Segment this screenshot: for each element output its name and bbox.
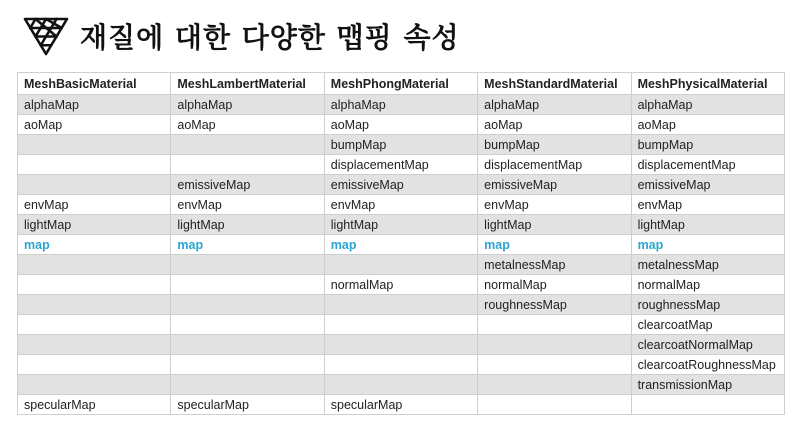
table-cell: roughnessMap xyxy=(478,295,631,315)
table-cell: emissiveMap xyxy=(631,175,784,195)
table-row xyxy=(18,155,785,175)
table-cell xyxy=(171,135,324,155)
table-cell xyxy=(18,355,171,375)
table-cell: lightMap xyxy=(18,215,171,235)
table-cell: envMap xyxy=(324,195,477,215)
table-cell xyxy=(171,375,324,395)
table-cell xyxy=(324,355,477,375)
table-cell xyxy=(18,375,171,395)
table-cell: lightMap xyxy=(171,215,324,235)
table-cell: metalnessMap xyxy=(478,255,631,275)
table-cell: lightMap xyxy=(478,215,631,235)
table-cell: clearcoatMap xyxy=(631,315,784,335)
column-header: MeshPhongMaterial xyxy=(324,73,477,95)
table-row xyxy=(18,355,785,375)
column-header: MeshLambertMaterial xyxy=(171,73,324,95)
table-cell xyxy=(171,155,324,175)
table-cell: specularMap xyxy=(171,395,324,415)
table-cell: aoMap xyxy=(478,115,631,135)
table-cell: emissiveMap xyxy=(324,175,477,195)
table-cell: alphaMap xyxy=(478,95,631,115)
table-cell xyxy=(171,275,324,295)
table-cell: specularMap xyxy=(324,395,477,415)
table-cell: aoMap xyxy=(631,115,784,135)
table-cell: roughnessMap xyxy=(631,295,784,315)
table-row xyxy=(18,315,785,335)
table-cell: envMap xyxy=(18,195,171,215)
table-cell xyxy=(324,295,477,315)
table-cell: map xyxy=(171,235,324,255)
table-cell: metalnessMap xyxy=(631,255,784,275)
table-cell xyxy=(18,335,171,355)
table-cell xyxy=(171,295,324,315)
table-cell: displacementMap xyxy=(324,155,477,175)
table-cell: displacementMap xyxy=(631,155,784,175)
table-row xyxy=(18,195,785,215)
table-cell xyxy=(18,255,171,275)
table-cell xyxy=(18,135,171,155)
table-row xyxy=(18,255,785,275)
table-cell: emissiveMap xyxy=(171,175,324,195)
table-row xyxy=(18,95,785,115)
table-cell xyxy=(18,315,171,335)
table-cell: emissiveMap xyxy=(478,175,631,195)
slide-title: 재질에 대한 다양한 맵핑 속성 xyxy=(80,21,460,54)
column-header: MeshBasicMaterial xyxy=(18,73,171,95)
table-cell: map xyxy=(631,235,784,255)
column-header: MeshStandardMaterial xyxy=(478,73,631,95)
table-cell xyxy=(478,395,631,415)
table-row xyxy=(18,295,785,315)
slide-header xyxy=(22,14,460,58)
table-row xyxy=(18,275,785,295)
table-cell: clearcoatRoughnessMap xyxy=(631,355,784,375)
table-cell: specularMap xyxy=(18,395,171,415)
table-cell: aoMap xyxy=(18,115,171,135)
table-cell xyxy=(478,335,631,355)
table-cell xyxy=(478,355,631,375)
table-cell xyxy=(18,155,171,175)
table-cell xyxy=(171,255,324,275)
table-cell xyxy=(324,375,477,395)
table-cell xyxy=(171,315,324,335)
table-cell: map xyxy=(324,235,477,255)
table-cell xyxy=(478,315,631,335)
table-cell: lightMap xyxy=(324,215,477,235)
table-cell xyxy=(18,275,171,295)
table-cell: alphaMap xyxy=(171,95,324,115)
table-cell: envMap xyxy=(478,195,631,215)
table-cell: aoMap xyxy=(171,115,324,135)
table-cell: map xyxy=(478,235,631,255)
table-cell: envMap xyxy=(631,195,784,215)
table-row xyxy=(18,135,785,155)
table-cell: alphaMap xyxy=(631,95,784,115)
material-map-table xyxy=(17,72,785,415)
table-row xyxy=(18,395,785,415)
table-cell: transmissionMap xyxy=(631,375,784,395)
triangle-mesh-icon xyxy=(22,14,70,58)
table-cell: aoMap xyxy=(324,115,477,135)
table-cell: normalMap xyxy=(478,275,631,295)
table-cell xyxy=(171,355,324,375)
table-cell: bumpMap xyxy=(478,135,631,155)
table-cell: alphaMap xyxy=(18,95,171,115)
table-cell xyxy=(324,315,477,335)
table-cell: normalMap xyxy=(324,275,477,295)
table-cell: displacementMap xyxy=(478,155,631,175)
table-cell: envMap xyxy=(171,195,324,215)
table-header-row xyxy=(18,73,785,95)
table-cell: bumpMap xyxy=(324,135,477,155)
table-cell: lightMap xyxy=(631,215,784,235)
table-row xyxy=(18,115,785,135)
table-row-highlighted xyxy=(18,235,785,255)
table-cell xyxy=(631,395,784,415)
table-row xyxy=(18,375,785,395)
table-row xyxy=(18,215,785,235)
table-cell: clearcoatNormalMap xyxy=(631,335,784,355)
table-cell xyxy=(18,295,171,315)
table-cell xyxy=(478,375,631,395)
table-cell: bumpMap xyxy=(631,135,784,155)
table-cell: alphaMap xyxy=(324,95,477,115)
table-cell xyxy=(324,255,477,275)
table-cell: normalMap xyxy=(631,275,784,295)
table-cell xyxy=(18,175,171,195)
table-row xyxy=(18,335,785,355)
table-cell: map xyxy=(18,235,171,255)
column-header: MeshPhysicalMaterial xyxy=(631,73,784,95)
table-cell xyxy=(324,335,477,355)
table-cell xyxy=(171,335,324,355)
table-row xyxy=(18,175,785,195)
